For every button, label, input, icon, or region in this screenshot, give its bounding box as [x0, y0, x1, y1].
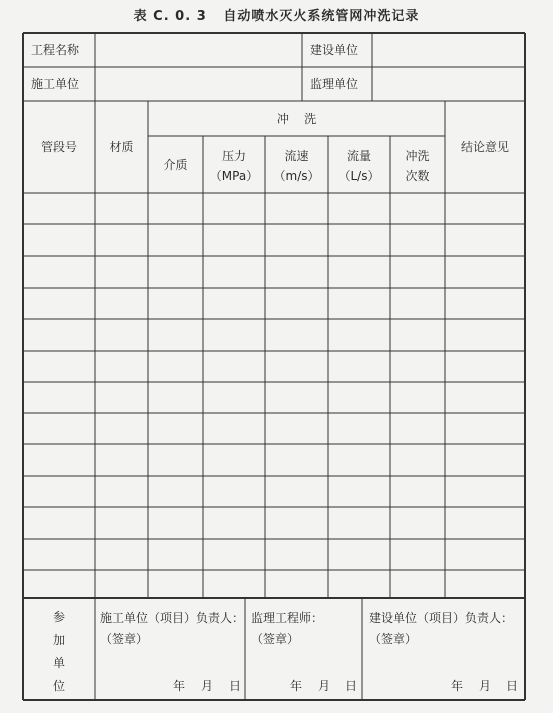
pressure-header: 压力	[221, 149, 246, 163]
owner-head-label: 建设单位（项目）负责人：	[369, 611, 514, 625]
pressure-unit: （MPa）	[209, 169, 259, 183]
builder-date-day: 日	[229, 679, 242, 693]
flow-unit: （L/s）	[338, 169, 380, 183]
builder-date-year: 年	[173, 679, 186, 693]
owner-date-year: 年	[451, 679, 464, 693]
velocity-unit: （m/s）	[273, 169, 320, 183]
supervisor-date-year: 年	[290, 679, 303, 693]
material-header: 材质	[109, 140, 134, 154]
owner-date-month: 月	[479, 679, 492, 693]
supervisor-date-month: 月	[318, 679, 331, 693]
flushing-header: 冲 洗	[276, 112, 317, 126]
supervisor-date-day: 日	[345, 679, 358, 693]
page-title: 表 C. 0. 3 自动喷水灭火系统管网冲洗记录	[133, 9, 420, 24]
pipe-section-header: 管段号	[40, 140, 77, 154]
flush-times-header-line1: 冲洗	[405, 149, 430, 163]
medium-header: 介质	[163, 158, 188, 172]
flow-header: 流量	[346, 149, 371, 163]
conclusion-header: 结论意见	[460, 140, 509, 154]
participants-char-4: 位	[52, 679, 65, 693]
builder-head-label: 施工单位（项目）负责人：	[100, 611, 245, 625]
construction-unit-label: 建设单位	[310, 43, 359, 57]
builder-unit-label: 施工单位	[31, 77, 80, 91]
participants-char-2: 加	[52, 633, 65, 647]
supervision-unit-label: 监理单位	[310, 77, 359, 91]
owner-date-day: 日	[506, 679, 519, 693]
participants-char-1: 参	[52, 610, 65, 624]
owner-sign-label: （签章）	[369, 632, 418, 646]
supervisor-label: 监理工程师：	[251, 611, 324, 625]
builder-date-month: 月	[201, 679, 214, 693]
velocity-header: 流速	[284, 149, 309, 163]
builder-sign-label: （签章）	[100, 632, 149, 646]
flush-times-header-line2: 次数	[405, 169, 430, 183]
participants-char-3: 单	[52, 656, 65, 670]
supervisor-sign-label: （签章）	[251, 632, 300, 646]
project-name-label: 工程名称	[31, 43, 80, 57]
